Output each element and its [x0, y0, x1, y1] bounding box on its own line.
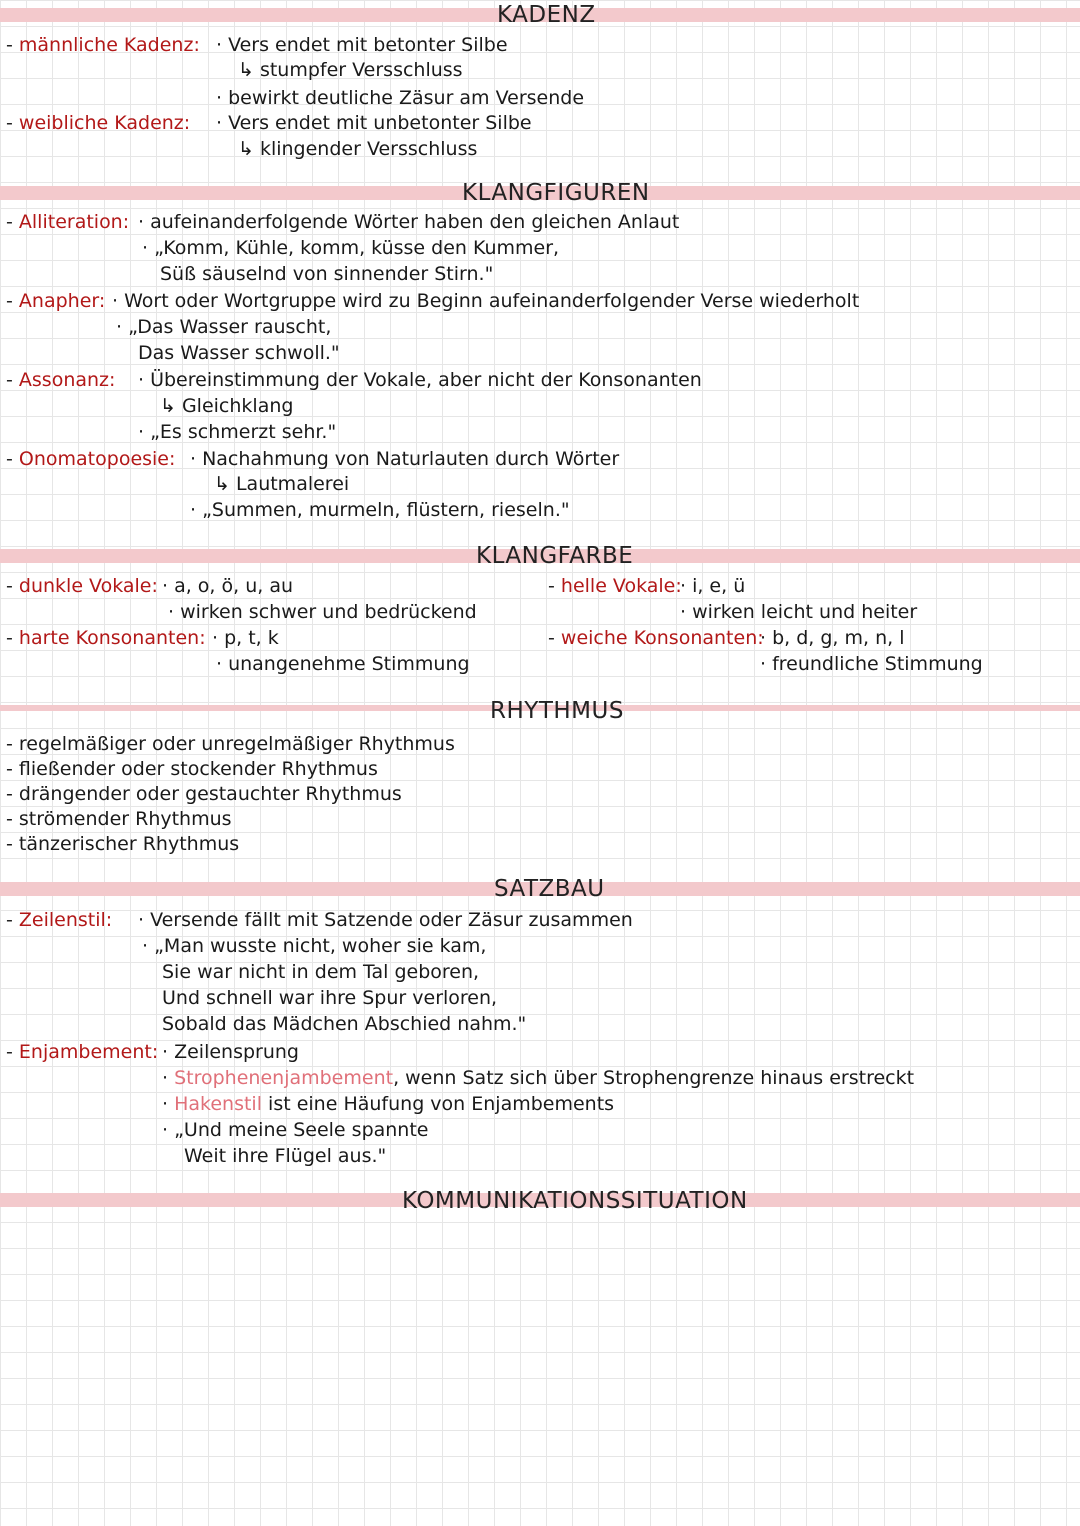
def-line: · freundliche Stimmung	[760, 653, 983, 675]
quote-line: · „Das Wasser rauscht,	[116, 316, 332, 338]
def-line: · Übereinstimmung der Vokale, aber nicht der Konsonanten	[138, 369, 702, 391]
term-onomatopoesie: - Onomatopoesie:	[6, 448, 176, 470]
term-dunkle-vokale: - dunkle Vokale:	[6, 575, 158, 597]
list-item: - fließender oder stockender Rhythmus	[6, 758, 378, 780]
def-line: · Vers endet mit unbetonter Silbe	[216, 112, 532, 134]
heading-klangfiguren: KLANGFIGUREN	[462, 180, 650, 206]
term-weibliche-kadenz: - weibliche Kadenz:	[6, 112, 191, 134]
def-line: · unangenehme Stimmung	[216, 653, 470, 675]
quote-line: · „Summen, murmeln, flüstern, rieseln."	[190, 499, 570, 521]
heading-klangfarbe: KLANGFARBE	[476, 543, 634, 569]
term-assonanz: - Assonanz:	[6, 369, 116, 391]
def-line: ↳ Gleichklang	[160, 395, 294, 417]
def-line: · Hakenstil ist eine Häufung von Enjambements	[162, 1093, 615, 1115]
def-line: · aufeinanderfolgende Wörter haben den gleichen Anlaut	[138, 211, 680, 233]
heading-rhythmus: RHYTHMUS	[490, 698, 624, 724]
def-line: · Nachahmung von Naturlauten durch Wörter	[190, 448, 620, 470]
heading-satzbau: SATZBAU	[494, 876, 605, 902]
def-line: · a, o, ö, u, au	[162, 575, 294, 597]
quote-line: · „Es schmerzt sehr."	[138, 421, 337, 443]
quote-line: Sobald das Mädchen Abschied nahm."	[162, 1013, 527, 1035]
heading-kommunikationssituation: KOMMUNIKATIONSSITUATION	[402, 1188, 748, 1214]
quote-line: · „Man wusste nicht, woher sie kam,	[142, 935, 487, 957]
def-line: · Zeilensprung	[162, 1041, 299, 1063]
highlight-hakenstil: Hakenstil	[174, 1093, 262, 1115]
def-line: · Strophenenjambement, wenn Satz sich über Strophengrenze hinaus erstreckt	[162, 1067, 915, 1089]
def-line: ↳ Lautmalerei	[214, 473, 350, 495]
def-line: · wirken schwer und bedrückend	[168, 601, 477, 623]
term-enjambement: - Enjambement:	[6, 1041, 159, 1063]
term-anapher: - Anapher:	[6, 290, 106, 312]
def-line: · Vers endet mit betonter Silbe	[216, 34, 508, 56]
quote-line: Weit ihre Flügel aus."	[184, 1145, 387, 1167]
term-maennliche-kadenz: - männliche Kadenz:	[6, 34, 200, 56]
term-harte-konsonanten: - harte Konsonanten:	[6, 627, 206, 649]
list-item: - drängender oder gestauchter Rhythmus	[6, 783, 402, 805]
list-item: - strömender Rhythmus	[6, 808, 232, 830]
quote-line: · „Komm, Kühle, komm, küsse den Kummer,	[142, 237, 560, 259]
list-item: - tänzerischer Rhythmus	[6, 833, 240, 855]
def-line: · i, e, ü	[680, 575, 746, 597]
def-line: · p, t, k	[212, 627, 279, 649]
quote-line: · „Und meine Seele spannte	[162, 1119, 429, 1141]
quote-line: Das Wasser schwoll."	[138, 342, 340, 364]
highlight-strophenenjambement: Strophenenjambement	[174, 1067, 394, 1089]
def-line: · wirken leicht und heiter	[680, 601, 918, 623]
heading-kadenz: KADENZ	[497, 2, 596, 28]
quote-line: Süß säuselnd von sinnender Stirn."	[160, 263, 494, 285]
def-line: ↳ klingender Versschluss	[238, 138, 478, 160]
def-line: · bewirkt deutliche Zäsur am Versende	[216, 87, 585, 109]
def-line: · b, d, g, m, n, l	[760, 627, 905, 649]
list-item: - regelmäßiger oder unregelmäßiger Rhythmus	[6, 733, 455, 755]
quote-line: Sie war nicht in dem Tal geboren,	[162, 961, 480, 983]
def-line: · Versende fällt mit Satzende oder Zäsur zusammen	[138, 909, 633, 931]
term-weiche-konsonanten: - weiche Konsonanten:	[548, 627, 764, 649]
def-line: · Wort oder Wortgruppe wird zu Beginn aufeinanderfolgender Verse wiederholt	[112, 290, 860, 312]
term-helle-vokale: - helle Vokale:	[548, 575, 682, 597]
quote-line: Und schnell war ihre Spur verloren,	[162, 987, 498, 1009]
def-line: ↳ stumpfer Versschluss	[238, 59, 463, 81]
term-zeilenstil: - Zeilenstil:	[6, 909, 113, 931]
term-alliteration: - Alliteration:	[6, 211, 130, 233]
